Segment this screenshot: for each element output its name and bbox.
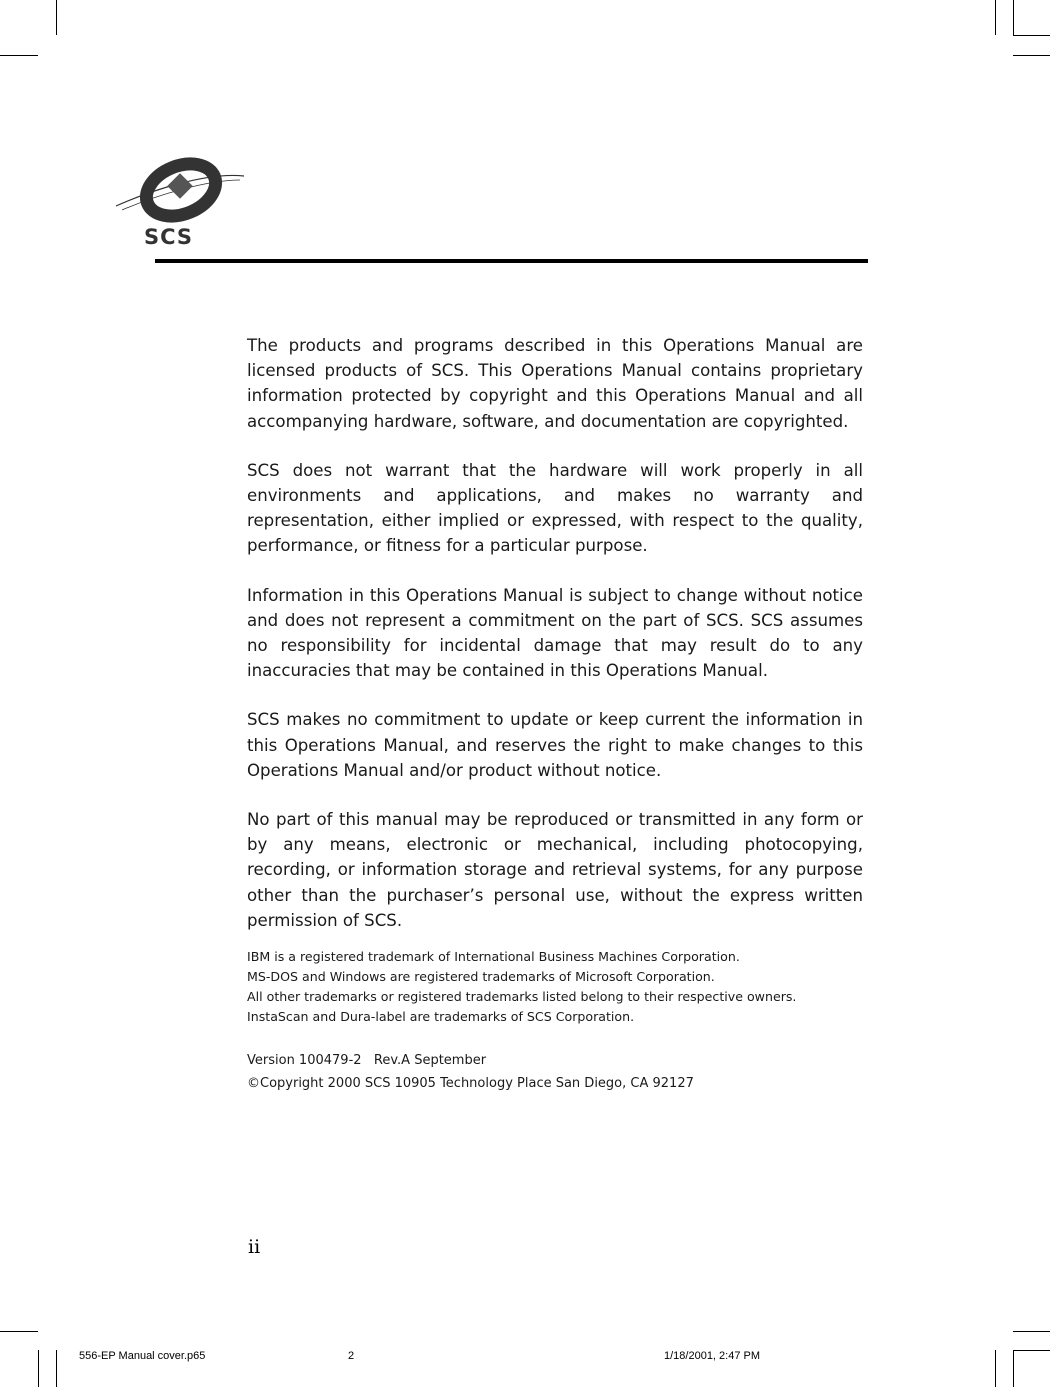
- footer-page: 2: [348, 1350, 355, 1362]
- crop-mark: [995, 0, 996, 35]
- version-line: Version 100479-2 Rev.A September: [247, 1053, 487, 1069]
- footer-timestamp: 1/18/2001, 2:47 PM: [664, 1350, 761, 1362]
- trademark-line: IBM is a registered trademark of International Business Machines Corporation.: [247, 949, 740, 965]
- crop-mark: [1013, 35, 1050, 36]
- header-rule: [155, 259, 868, 263]
- notice-body: [247, 333, 863, 1095]
- version-block: [247, 1049, 863, 1095]
- footer-filename: 556-EP Manual cover.p65: [79, 1350, 206, 1362]
- crop-mark: [56, 1350, 57, 1387]
- logo-diamond: [167, 173, 192, 198]
- trademark-line: InstaScan and Dura-label are trademarks of SCS Corporation.: [247, 1009, 635, 1025]
- paragraph-reproduction: No part of this manual may be reproduced or transmitted in any form or by any means, electronic or mechanical, including photocopying, recording, or information storage and retrieval systems, for any purpose other than the purchaser’s personal use, without the express written permission of SCS.: [247, 810, 863, 930]
- scs-logo: [112, 150, 247, 250]
- trademark-notices: [247, 947, 863, 1027]
- paragraph-updates: SCS makes no commitment to update or keep current the information in this Operations Manual, and reserves the right to make changes to this Operations Manual and/or product without notice.: [247, 710, 863, 780]
- trademark-line: MS-DOS and Windows are registered trademarks of Microsoft Corporation.: [247, 969, 715, 985]
- crop-mark: [995, 1350, 996, 1387]
- page-number: ii: [248, 1236, 261, 1258]
- crop-mark: [56, 0, 57, 35]
- crop-mark: [1013, 1350, 1014, 1387]
- copyright-line: ©Copyright 2000 SCS 10905 Technology Place San Diego, CA 92127: [247, 1076, 694, 1092]
- paragraph-license: The products and programs described in this Operations Manual are licensed products of SCS. This Operations Manual contains proprietary information protected by copyright and this Operations Manual and all accompanying hardware, software, and documentation are copyrighted.: [247, 336, 863, 431]
- paragraph-warranty: SCS does not warrant that the hardware will work properly in all environments and applications, and makes no warranty and representation, either implied or expressed, with respect to the quality, performance, or fitness for a particular purpose.: [247, 460, 863, 556]
- paragraph-changes: Information in this Operations Manual is subject to change without notice and does not represent a commitment on the part of SCS. SCS assumes no responsibility for incidental damage that may result do to any inaccuracies that may be contained in this Operations Manual.: [247, 585, 863, 681]
- crop-mark: [0, 1331, 38, 1332]
- crop-mark: [1013, 0, 1014, 35]
- crop-mark: [1013, 1331, 1050, 1332]
- trademark-line: All other trademarks or registered trademarks listed belong to their respective owners.: [247, 989, 797, 1005]
- crop-mark: [0, 55, 38, 56]
- crop-mark: [1013, 55, 1050, 56]
- crop-mark: [38, 1350, 39, 1387]
- crop-mark: [1013, 1350, 1050, 1351]
- logo-text: SCS: [144, 225, 194, 249]
